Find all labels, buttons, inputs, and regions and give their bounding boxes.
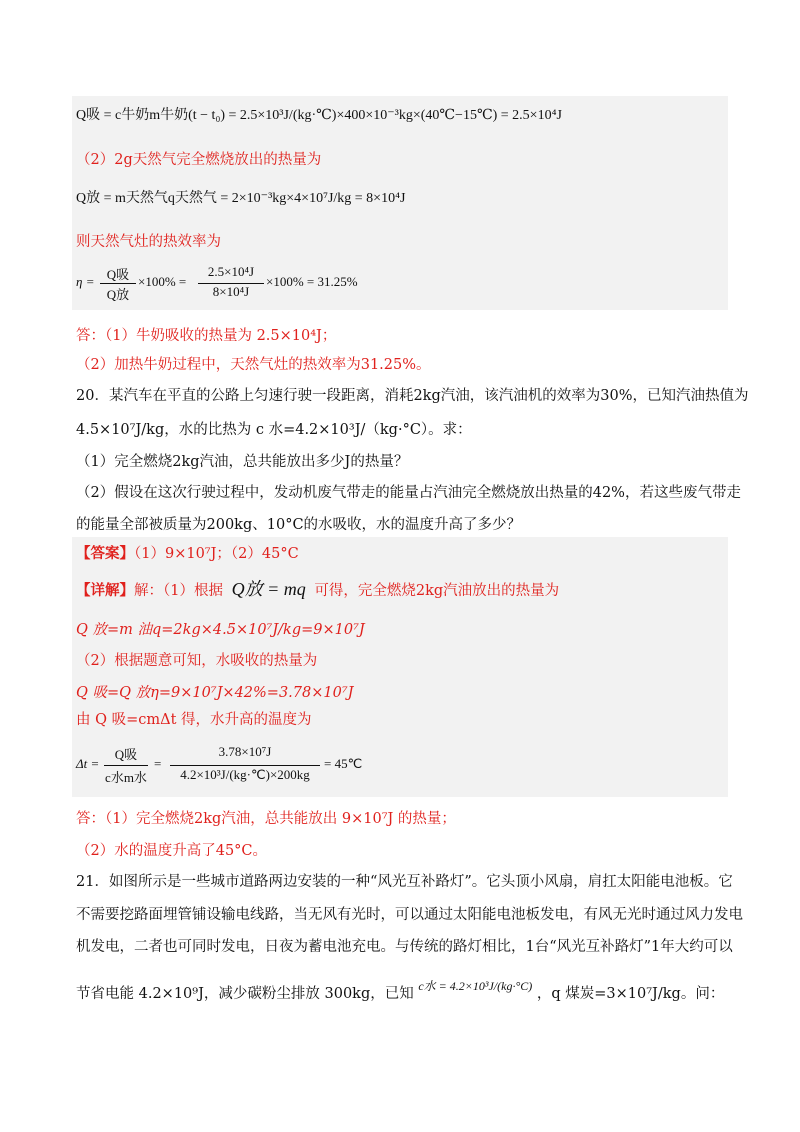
dt-eq: = — [154, 756, 162, 771]
dt-fraction-bar — [104, 765, 148, 766]
q21-line4-b: ，q 煤炭=3×10⁷J/kg。问： — [536, 986, 725, 1002]
answer-19-part1: 答：（1）牛奶吸收的热量为 2.5×10⁴J； — [76, 328, 337, 344]
q20-line2: 4.5×10⁷J/kg，水的比热为 c 水=4.2×10³J/（kg·°C）。求： — [76, 422, 472, 438]
detail-formula: Q放 = mq — [231, 579, 306, 599]
eta-middle: ×100% = — [138, 274, 187, 289]
answer-tag: 【答案】 — [76, 545, 134, 562]
dt-fraction-bar-2 — [170, 765, 320, 766]
dt-numerator: Q吸 — [114, 747, 138, 762]
delta-t-equation — [76, 742, 496, 790]
q21-line4 — [76, 979, 725, 1004]
sol20-eq3: 由 Q 吸=cmΔt 得，水升高的温度为 — [76, 712, 312, 728]
detail-suffix: 可得，完全燃烧2kg汽油放出的热量为 — [314, 583, 560, 599]
detail-prefix: 解：（1）根据 — [134, 583, 223, 599]
dt-denominator: c水m水 — [105, 770, 147, 785]
q20-line3: （1）完全燃烧2kg汽油，总共能放出多少J的热量？ — [76, 454, 409, 470]
q21-line3: 机发电，二者也可同时发电，日夜为蓄电池充电。与传统的路灯相比，1台“风光互补路灯”1年大约可以 — [76, 939, 733, 955]
detail-20 — [76, 579, 559, 601]
q21-line1: 21．如图所示是一些城市道路两边安装的一种“风光互补路灯”。它头顶小风扇，肩扛太阳能电池板。它 — [76, 874, 733, 890]
q21-line4-a: 节省电能 4.2×10⁹J，减少碳粉尘排放 300kg，已知 — [76, 986, 414, 1002]
q20-line1: 20．某汽车在平直的公路上匀速行驶一段距离，消耗2kg汽油，该汽油机的效率为30%，已知汽油热值为 — [76, 388, 749, 404]
answer-20-part2: （2）水的温度升高了45°C。 — [76, 843, 268, 859]
q20-line5: 的能量全部被质量为200kg、10°C的水吸收，水的温度升高了多少？ — [76, 517, 522, 533]
q21-line2: 不需要挖路面埋管铺设输电线路，当无风有光时，可以通过太阳能电池板发电，有风无光时通过风力发电 — [76, 907, 743, 923]
answer-20 — [76, 544, 299, 564]
eta-denominator-2: 8×10⁴J — [212, 284, 250, 299]
q21-line4-formula: c水 = 4.2×10³J/(kg·°C) — [418, 979, 533, 993]
dt-denominator-2: 4.2×10³J/(kg·℃)×200kg — [180, 767, 310, 782]
eta-rhs: ×100% = 31.25% — [266, 274, 358, 289]
efficiency-title: 则天然气灶的热效率为 — [76, 234, 221, 250]
dt-lhs: Δt = — [76, 756, 100, 771]
sol20-eq2: Q 吸=Q 放η=9×10⁷J×42%=3.78×10⁷J — [76, 685, 354, 701]
sol20-step2: （2）根据题意可知，水吸收的热量为 — [76, 653, 318, 669]
equation-heat-absorbed: Q吸 = c牛奶m牛奶(t − t₀) = 2.5×10³J/(kg·℃)×400×10⁻³kg×(40℃−15℃) = 2.5×10⁴J — [76, 108, 562, 123]
dt-rhs: = 45℃ — [324, 756, 363, 771]
eta-denominator: Q放 — [106, 287, 130, 302]
answer-20-part1: 答：（1）完全燃烧2kg汽油，总共能放出 9×10⁷J 的热量； — [76, 811, 456, 827]
equation-heat-released: Q放 = m天然气q天然气 = 2×10⁻³kg×4×10⁷J/kg = 8×10⁴J — [76, 191, 406, 206]
eta-lhs: η = — [76, 274, 95, 289]
step2-title: （2）2g天然气完全燃烧放出的热量为 — [76, 152, 322, 168]
sol20-eq1: Q 放=m 油q=2kg×4.5×10⁷J/kg=9×10⁷J — [76, 622, 365, 638]
eta-numerator: Q吸 — [106, 267, 130, 282]
dt-numerator-2: 3.78×10⁷J — [218, 744, 272, 759]
detail-tag: 【详解】 — [76, 582, 134, 599]
eta-numerator-2: 2.5×10⁴J — [207, 264, 255, 279]
efficiency-equation — [76, 262, 476, 306]
answer-19-part2: （2）加热牛奶过程中，天然气灶的热效率为31.25%。 — [76, 357, 431, 373]
q20-line4: （2）假设在这次行驶过程中，发动机废气带走的能量占汽油完全燃烧放出热量的42%，若这些废气带走 — [76, 485, 741, 501]
answer-text: （1）9×10⁷J；（2）45°C — [134, 546, 299, 562]
